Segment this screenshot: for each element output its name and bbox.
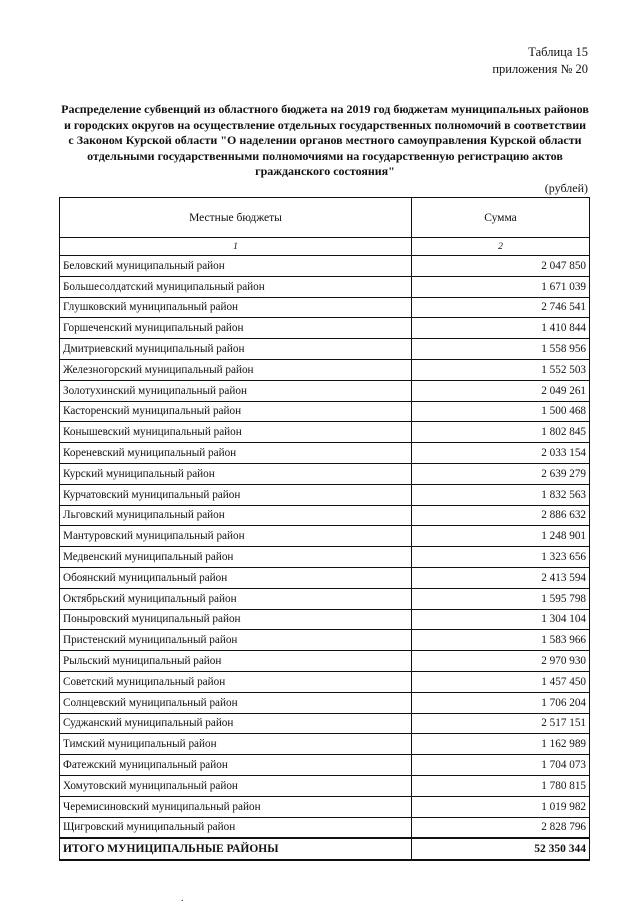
row-sum: 2 828 796 xyxy=(412,817,590,838)
row-budget-name: Обоянский муниципальный район xyxy=(60,567,412,588)
row-sum: 1 671 039 xyxy=(412,276,590,297)
row-budget-name: Медвенский муниципальный район xyxy=(60,547,412,568)
row-sum: 2 970 930 xyxy=(412,651,590,672)
row-budget-name: Большесолдатский муниципальный район xyxy=(60,276,412,297)
row-budget-name: Пристенский муниципальный район xyxy=(60,630,412,651)
column-number-2: 2 xyxy=(412,238,590,256)
table-row xyxy=(60,817,590,838)
row-sum: 2 746 541 xyxy=(412,297,590,318)
row-budget-name: Конышевский муниципальный район xyxy=(60,422,412,443)
table-row xyxy=(60,505,590,526)
row-budget-name: Глушковский муниципальный район xyxy=(60,297,412,318)
row-budget-name: Горшеченский муниципальный район xyxy=(60,318,412,339)
row-budget-name: Фатежский муниципальный район xyxy=(60,755,412,776)
row-sum: 1 410 844 xyxy=(412,318,590,339)
row-budget-name: Мантуровский муниципальный район xyxy=(60,526,412,547)
row-sum: 1 457 450 xyxy=(412,671,590,692)
row-budget-name: Железногорский муниципальный район xyxy=(60,359,412,380)
total-label: ИТОГО МУНИЦИПАЛЬНЫЕ РАЙОНЫ xyxy=(60,838,412,860)
table-row xyxy=(60,588,590,609)
table-row xyxy=(60,422,590,443)
column-number-row xyxy=(60,238,590,256)
row-sum: 1 162 989 xyxy=(412,734,590,755)
table-header-row xyxy=(60,198,590,238)
row-sum: 1 019 982 xyxy=(412,796,590,817)
row-sum: 2 886 632 xyxy=(412,505,590,526)
row-budget-name: Поныровский муниципальный район xyxy=(60,609,412,630)
row-sum: 1 304 104 xyxy=(412,609,590,630)
table-row xyxy=(60,630,590,651)
table-row xyxy=(60,318,590,339)
table-row xyxy=(60,547,590,568)
row-sum: 1 595 798 xyxy=(412,588,590,609)
row-budget-name: Касторенский муниципальный район xyxy=(60,401,412,422)
row-budget-name: Суджанский муниципальный район xyxy=(60,713,412,734)
column-header-sum: Сумма xyxy=(412,198,590,238)
row-budget-name: Хомутовский муниципальный район xyxy=(60,775,412,796)
table-row xyxy=(60,463,590,484)
row-sum: 1 706 204 xyxy=(412,692,590,713)
appendix-label: приложения № 20 xyxy=(492,62,588,76)
row-sum: 1 583 966 xyxy=(412,630,590,651)
column-header-budgets: Местные бюджеты xyxy=(60,198,412,238)
table-row xyxy=(60,359,590,380)
table-label: Таблица 15 xyxy=(528,45,588,59)
row-sum: 2 413 594 xyxy=(412,567,590,588)
total-row xyxy=(60,838,590,860)
table-body xyxy=(60,256,590,839)
column-number-1: 1 xyxy=(60,238,412,256)
row-budget-name: Черемисиновский муниципальный район xyxy=(60,796,412,817)
row-budget-name: Беловский муниципальный район xyxy=(60,256,412,277)
table-row xyxy=(60,443,590,464)
table-row xyxy=(60,526,590,547)
row-budget-name: Октябрьский муниципальный район xyxy=(60,588,412,609)
table-row xyxy=(60,276,590,297)
subsidy-table xyxy=(59,197,590,861)
total-sum: 52 350 344 xyxy=(412,838,590,860)
row-budget-name: Золотухинский муниципальный район xyxy=(60,380,412,401)
row-sum: 1 802 845 xyxy=(412,422,590,443)
row-budget-name: Тимский муниципальный район xyxy=(60,734,412,755)
table-row xyxy=(60,651,590,672)
table-row xyxy=(60,380,590,401)
row-sum: 2 639 279 xyxy=(412,463,590,484)
row-budget-name: Льговский муниципальный район xyxy=(60,505,412,526)
table-row xyxy=(60,775,590,796)
row-budget-name: Курский муниципальный район xyxy=(60,463,412,484)
row-sum: 2 047 850 xyxy=(412,256,590,277)
table-row xyxy=(60,671,590,692)
row-sum: 2 049 261 xyxy=(412,380,590,401)
table-row xyxy=(60,567,590,588)
document-title: Распределение субвенций из областного бюджета на 2019 год бюджетам муниципальных районов и городских округов на осуществление отдельных государственных полномочий в соответствии с Законом Курской области "О наделении органов местного самоуправления Курской области отдельными государственными полномочиями на государственную регистрацию актов гражданского состояния" xyxy=(61,102,589,179)
row-sum: 2 033 154 xyxy=(412,443,590,464)
row-budget-name: Кореневский муниципальный район xyxy=(60,443,412,464)
row-sum: 1 248 901 xyxy=(412,526,590,547)
table-row xyxy=(60,297,590,318)
table-row xyxy=(60,256,590,277)
row-sum: 1 500 468 xyxy=(412,401,590,422)
row-sum: 1 780 815 xyxy=(412,775,590,796)
footer-mark: . xyxy=(181,893,184,904)
row-budget-name: Курчатовский муниципальный район xyxy=(60,484,412,505)
table-row xyxy=(60,692,590,713)
table-row xyxy=(60,796,590,817)
row-budget-name: Щигровский муниципальный район xyxy=(60,817,412,838)
unit-label: (рублей) xyxy=(544,181,588,195)
table-row xyxy=(60,609,590,630)
row-budget-name: Рыльский муниципальный район xyxy=(60,651,412,672)
table-row xyxy=(60,713,590,734)
row-sum: 1 832 563 xyxy=(412,484,590,505)
table-row xyxy=(60,339,590,360)
row-sum: 1 323 656 xyxy=(412,547,590,568)
table-row xyxy=(60,755,590,776)
row-sum: 2 517 151 xyxy=(412,713,590,734)
row-sum: 1 558 956 xyxy=(412,339,590,360)
row-budget-name: Солнцевский муниципальный район xyxy=(60,692,412,713)
table-row xyxy=(60,734,590,755)
row-sum: 1 552 503 xyxy=(412,359,590,380)
table-row xyxy=(60,401,590,422)
table-row xyxy=(60,484,590,505)
row-sum: 1 704 073 xyxy=(412,755,590,776)
row-budget-name: Дмитриевский муниципальный район xyxy=(60,339,412,360)
row-budget-name: Советский муниципальный район xyxy=(60,671,412,692)
